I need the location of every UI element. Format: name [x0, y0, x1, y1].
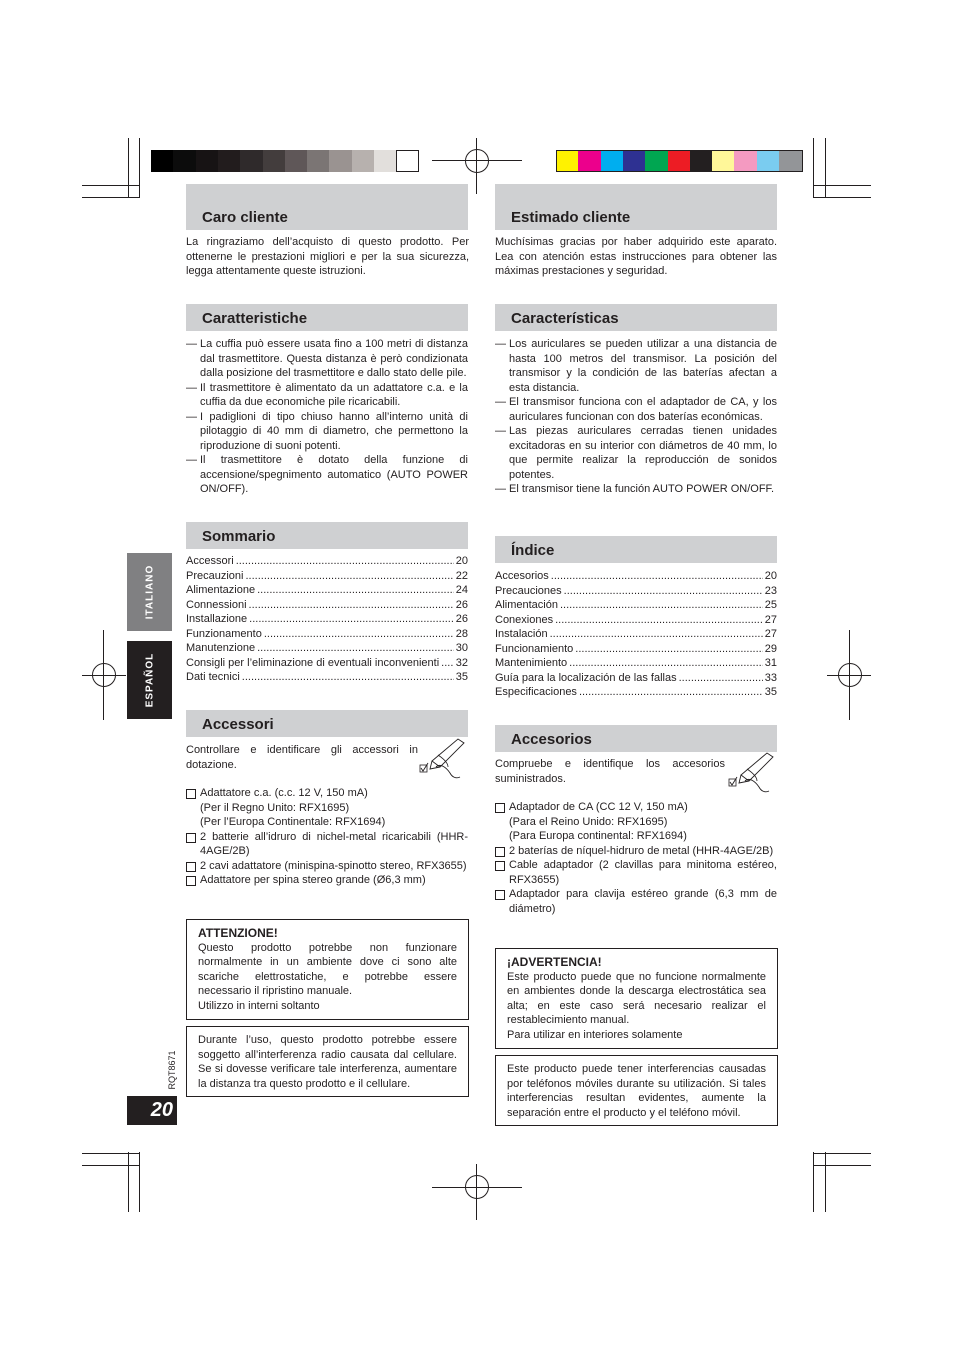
toc-page: 20 — [764, 570, 777, 582]
accesorios-intro: Compruebe e identifique los accesorios suministrados. — [495, 758, 725, 785]
toc-label: Guía para la localización de las fallas — [495, 671, 677, 684]
toc-leader — [236, 554, 454, 569]
toc-leader — [249, 612, 454, 627]
accesorios-section — [495, 757, 777, 916]
toc-entry — [186, 598, 468, 613]
toc-entry — [495, 584, 777, 599]
toc-entry — [186, 656, 468, 671]
indice-toc — [495, 569, 777, 700]
accessory-subtext: (Per l’Europa Continentale: RFX1694) — [200, 816, 386, 828]
toc-entry — [495, 569, 777, 584]
caratteristiche-list — [186, 337, 468, 497]
grayscale-swatch — [352, 150, 375, 172]
grayscale-swatch — [285, 150, 308, 172]
grayscale-swatch — [396, 150, 419, 172]
grayscale-swatch — [263, 150, 286, 172]
caro-cliente-heading: Caro cliente — [186, 184, 468, 230]
list-item: — I padiglioni di tipo chiuso hanno all’interno unità di pilotaggio di 40 mm di diametro, che permettono la riproduzione di suoni potenti. — [186, 410, 468, 452]
toc-label: Dati tecnici — [186, 671, 240, 683]
toc-entry — [186, 641, 468, 656]
sommario-toc — [186, 554, 468, 685]
toc-entry — [186, 670, 468, 685]
toc-leader — [441, 656, 454, 671]
toc-label: Conexiones — [495, 613, 554, 626]
pencil-check-icon — [418, 737, 470, 783]
toc-leader — [564, 584, 763, 599]
toc-label: Especificaciones — [495, 686, 577, 698]
toc-page: 35 — [764, 686, 777, 698]
caracteristicas-heading: Características — [495, 304, 777, 331]
toc-leader — [569, 656, 763, 671]
toc-page: 30 — [455, 642, 468, 654]
accessory-item — [186, 830, 468, 859]
accessori-section — [186, 743, 468, 888]
checkbox-icon — [186, 833, 196, 843]
accessory-text: Adaptador de CA (CC 12 V, 150 mA) — [509, 801, 688, 813]
toc-label: Installazione — [186, 613, 248, 625]
toc-entry — [186, 612, 468, 627]
grayscale-swatch — [307, 150, 330, 172]
toc-page: 27 — [764, 628, 777, 640]
caracteristicas-list — [495, 337, 777, 497]
color-bar-frame — [556, 150, 803, 172]
checkbox-icon — [495, 847, 505, 857]
toc-leader — [249, 598, 454, 613]
tab-espanol — [127, 641, 172, 719]
toc-entry — [186, 627, 468, 642]
toc-label: Alimentazione — [186, 584, 256, 596]
toc-leader — [257, 641, 454, 656]
accessory-item — [186, 859, 468, 874]
toc-page: 26 — [455, 613, 468, 625]
toc-entry — [495, 642, 777, 657]
sommario-heading: Sommario — [186, 522, 468, 549]
toc-label: Funzionamento — [186, 627, 262, 640]
estimado-cliente-heading: Estimado cliente — [495, 184, 777, 230]
toc-page: 24 — [455, 584, 468, 596]
accessory-subtext: (Per il Regno Unito: RFX1695) — [200, 801, 350, 814]
toc-page: 29 — [764, 642, 777, 655]
toc-leader — [242, 670, 454, 685]
accessory-text: Adattatore c.a. (c.c. 12 V, 150 mA) — [200, 787, 368, 799]
toc-entry — [495, 613, 777, 628]
accessory-subtext: (Para Europa continental: RFX1694) — [509, 830, 687, 842]
tab-espanol-label: ESPAÑOL — [144, 652, 155, 708]
grayscale-swatch — [374, 150, 397, 172]
toc-entry — [186, 554, 468, 569]
checkbox-icon — [186, 876, 196, 886]
toc-page: 32 — [455, 656, 468, 669]
advertencia-title: ¡ADVERTENCIA! — [507, 955, 602, 969]
advertencia-box — [495, 948, 778, 1049]
toc-leader — [550, 627, 763, 642]
tab-italiano — [127, 553, 172, 631]
accesorios-heading: Accesorios — [495, 725, 777, 752]
advertencia-text: Este producto puede que no funcione normalmente en ambientes donde la descarga electrostática sea alta; en este caso será necesario realizar el restablecimiento manual. — [507, 970, 766, 1026]
caro-cliente-text — [186, 235, 469, 279]
caro-cliente-paragraph: La ringraziamo dell’acquisto di questo prodotto. Per ottenerne le prestazioni migliori e per la sua sicurezza, legga attentamente queste istruzioni. — [186, 236, 469, 277]
checkbox-icon — [495, 890, 505, 900]
grayscale-swatch — [196, 150, 219, 172]
toc-label: Alimentación — [495, 599, 558, 611]
accessory-item — [495, 800, 777, 844]
checkbox-icon — [495, 803, 505, 813]
accessory-text: Adaptador para clavija estéreo grande (6,3 mm de diámetro) — [509, 888, 777, 915]
toc-label: Precauzioni — [186, 569, 244, 582]
toc-label: Instalación — [495, 628, 548, 640]
toc-leader — [257, 583, 454, 598]
estimado-cliente-paragraph: Muchísimas gracias por haber adquirido este aparato. Lea con atención estas instrucciones para obtener las máximas prestaciones y seguridad. — [495, 236, 777, 277]
grayscale-swatch — [218, 150, 241, 172]
list-item: — Il trasmettitore è alimentato da un adattatore c.a. e la cuffia da due economiche pile ricaricabili. — [186, 381, 468, 408]
toc-entry — [495, 656, 777, 671]
list-item: — La cuffia può essere usata fino a 100 metri di distanza dal trasmettitore. Questa distanza è però condizionata dalla posizione del trasmettitore e dallo stato delle pile. — [186, 338, 468, 379]
accessory-item — [186, 873, 468, 888]
toc-leader — [264, 627, 454, 642]
toc-page: 33 — [764, 671, 777, 684]
attenzione-text2: Utilizzo in interni soltanto — [198, 999, 320, 1012]
grayscale-swatch — [151, 150, 174, 172]
toc-leader — [245, 569, 453, 584]
toc-leader — [579, 685, 763, 700]
toc-entry — [186, 569, 468, 584]
toc-label: Accessori — [186, 555, 234, 567]
caratteristiche-heading: Caratteristiche — [186, 304, 468, 331]
list-item: — El transmisor tiene la función AUTO POWER ON/OFF. — [495, 483, 775, 495]
accessori-intro: Controllare e identificare gli accessori in dotazione. — [186, 744, 418, 771]
accessory-text: Cable adaptador (2 clavillas para minitoma estéreo, RFX3655) — [509, 859, 777, 886]
accessory-text: Adattatore per spina stereo grande (Ø6,3 mm) — [200, 874, 426, 886]
toc-label: Accesorios — [495, 570, 549, 582]
toc-entry — [186, 583, 468, 598]
grayscale-swatch — [173, 150, 196, 172]
toc-page: 27 — [764, 613, 777, 626]
attenzione-text: Questo prodotto potrebbe non funzionare normalmente in un ambiente dove ci sono alte scariche elettrostatiche, e potrebbe essere necessario il ripristino manuale. — [198, 941, 457, 997]
toc-leader — [575, 642, 762, 657]
grayscale-swatch — [329, 150, 352, 172]
toc-page: 22 — [455, 569, 468, 582]
toc-leader — [679, 671, 763, 686]
toc-page: 20 — [455, 555, 468, 567]
toc-label: Manutenzione — [186, 642, 256, 654]
accessory-item — [495, 858, 777, 887]
accessori-heading: Accessori — [186, 710, 468, 737]
accessory-item — [495, 844, 777, 859]
toc-page: 25 — [764, 599, 777, 611]
accessory-subtext: (Para el Reino Unido: RFX1695) — [509, 815, 668, 828]
toc-page: 28 — [455, 627, 468, 640]
attenzione-box — [186, 919, 469, 1020]
list-item: — Las piezas auriculares cerradas tienen unidades excitadoras en su interior con diámetros de 40 mm, lo que permite realizar la reproducción de sonidos potentes. — [495, 425, 777, 481]
toc-entry — [495, 627, 777, 642]
estimado-cliente-text — [495, 235, 777, 279]
toc-page: 35 — [455, 671, 468, 683]
toc-page: 31 — [764, 657, 777, 669]
accessory-text: 2 batterie all’idruro di nichel-metal ricaricabili (HHR-4AGE/2B) — [200, 830, 468, 857]
advertencia-text2: Para utilizar en interiores solamente — [507, 1028, 683, 1041]
interference-box-es — [495, 1055, 778, 1126]
toc-leader — [551, 569, 763, 584]
interference-text-es: Este producto puede tener interferencias causadas por teléfonos móviles durante su utilización. Si tales interferencias resultan evidentes, aumente la separación entre el producto y el teléfono móvil. — [507, 1063, 766, 1119]
accessory-item — [186, 786, 468, 830]
pencil-check-icon — [727, 751, 779, 797]
checkbox-icon — [495, 861, 505, 871]
toc-leader — [555, 613, 763, 628]
page-number: 20 — [127, 1096, 177, 1125]
indice-heading: Índice — [495, 536, 777, 563]
checkbox-icon — [186, 862, 196, 872]
list-item: — Il trasmettitore è dotato della funzione di accensione/spegnimento automatico (AUTO POWER ON/OFF). — [186, 454, 468, 495]
toc-leader — [560, 598, 763, 613]
toc-label: Funcionamiento — [495, 642, 574, 655]
toc-entry — [495, 598, 777, 613]
attenzione-title: ATTENZIONE! — [198, 926, 278, 940]
interference-text-it: Durante l’uso, questo prodotto potrebbe essere soggetto all’interferenza radio causata dal cellulare. Se si dovesse verificare tale interferenza, aumentare la distanza tra questo prodotto e il cellulare. — [198, 1034, 457, 1090]
accessory-item — [495, 887, 777, 916]
toc-entry — [495, 671, 777, 686]
list-item: — Los auriculares se pueden utilizar a una distancia de hasta 100 metros del transmisor. La posición del transmisor y la condición de las baterías afectan a esta distancia. — [495, 338, 777, 394]
interference-box-it — [186, 1026, 469, 1097]
toc-entry — [495, 685, 777, 700]
toc-label: Connessioni — [186, 598, 247, 611]
toc-page: 26 — [455, 598, 468, 611]
accessory-text: 2 baterías de níquel-hidruro de metal (HHR-4AGE/2B) — [509, 844, 774, 857]
toc-label: Precauciones — [495, 584, 562, 597]
toc-label: Mantenimiento — [495, 657, 568, 669]
accessory-text: 2 cavi adattatore (minispina-spinotto stereo, RFX3655) — [200, 859, 467, 872]
list-item: — El transmisor funciona con el adaptador de CA, y los auriculares funcionan con dos baterías económicas. — [495, 396, 777, 423]
toc-label: Consigli per l’eliminazione di eventuali inconvenienti — [186, 656, 440, 669]
grayscale-swatch — [240, 150, 263, 172]
toc-page: 23 — [764, 584, 777, 597]
tab-italiano-label: ITALIANO — [144, 564, 155, 620]
doc-code: RQT8671 — [167, 1050, 177, 1090]
checkbox-icon — [186, 789, 196, 799]
